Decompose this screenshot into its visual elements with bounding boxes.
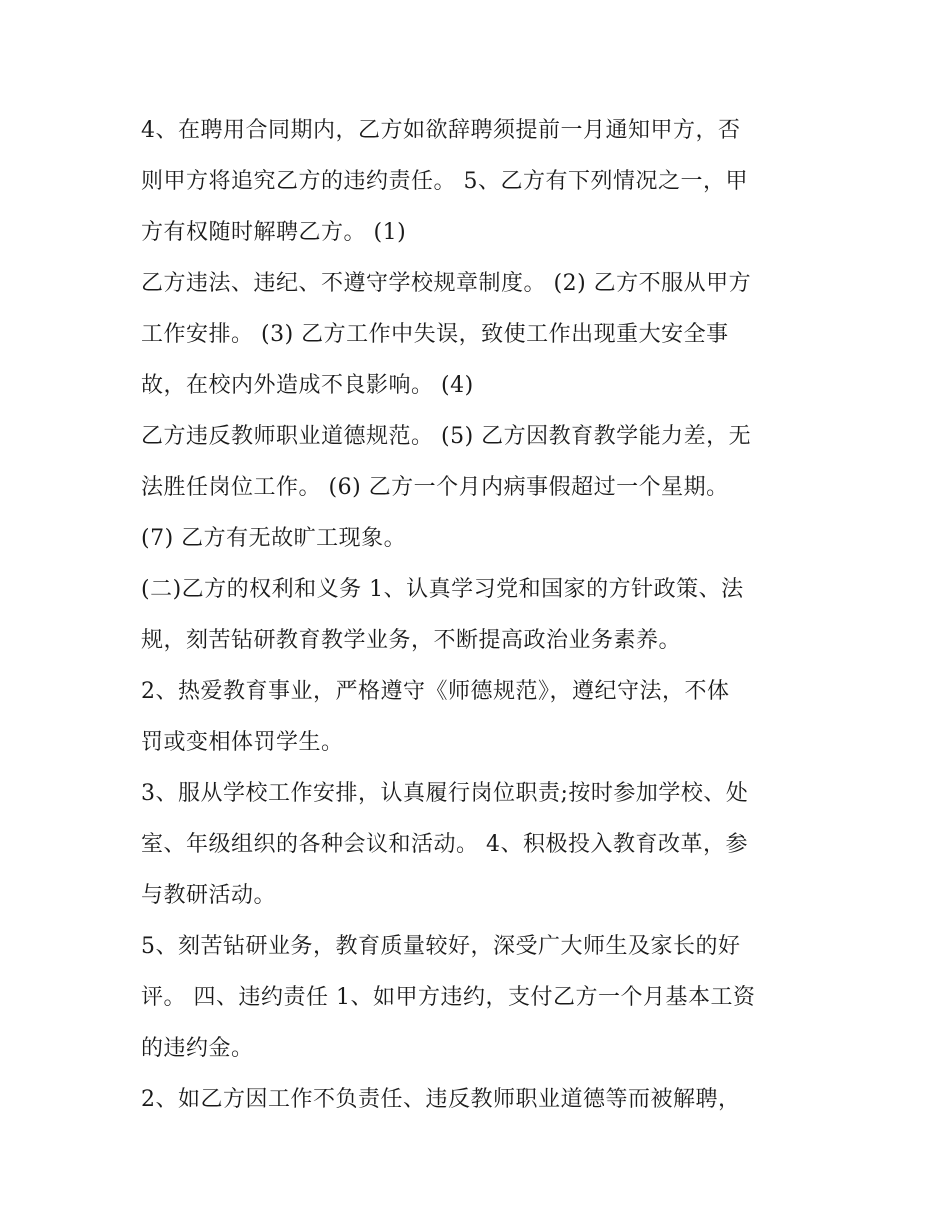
- text-line: (二)乙方的权利和义务 1、认真学习党和国家的方针政策、法: [141, 577, 744, 602]
- text-line: 法胜任岗位工作。 (6) 乙方一个月内病事假超过一个星期。: [141, 475, 729, 500]
- text-line: (7) 乙方有无故旷工现象。: [141, 526, 407, 551]
- text-line: 则甲方将追究乙方的违约责任。 5、乙方有下列情况之一，甲: [141, 169, 748, 194]
- text-line: 3、服从学校工作安排，认真履行岗位职责;按时参加学校、处: [141, 781, 749, 806]
- text-line: 2、热爱教育事业，严格遵守《师德规范》，遵纪守法，不体: [141, 679, 730, 704]
- text-line: 4、在聘用合同期内，乙方如欲辞聘须提前一月通知甲方，否: [141, 118, 741, 143]
- text-line: 室、年级组织的各种会议和活动。 4、积极投入教育改革，参: [141, 832, 748, 857]
- text-line: 评。 四、违约责任 1、如甲方违约，支付乙方一个月基本工资: [141, 985, 756, 1010]
- text-line: 5、刻苦钻研业务，教育质量较好，深受广大师生及家长的好: [141, 934, 741, 959]
- text-line: 乙方违法、违纪、不遵守学校规章制度。 (2) 乙方不服从甲方: [141, 271, 752, 296]
- text-line: 与教研活动。: [141, 883, 277, 908]
- text-line: 规，刻苦钻研教育教学业务，不断提高政治业务素养。: [141, 628, 682, 653]
- text-line: 故，在校内外造成不良影响。 (4): [141, 373, 474, 398]
- contract-text: [141, 105, 821, 1125]
- text-line: 2、如乙方因工作不负责任、违反教师职业道德等而被解聘，: [141, 1087, 741, 1112]
- text-line: 乙方违反教师职业道德规范。 (5) 乙方因教育教学能力差，无: [141, 424, 752, 449]
- text-line: 罚或变相体罚学生。: [141, 730, 344, 755]
- text-line: 的违约金。: [141, 1036, 254, 1061]
- text-line: 工作安排。 (3) 乙方工作中失误，致使工作出现重大安全事: [141, 322, 729, 347]
- text-line: 方有权随时解聘乙方。 (1): [141, 220, 407, 245]
